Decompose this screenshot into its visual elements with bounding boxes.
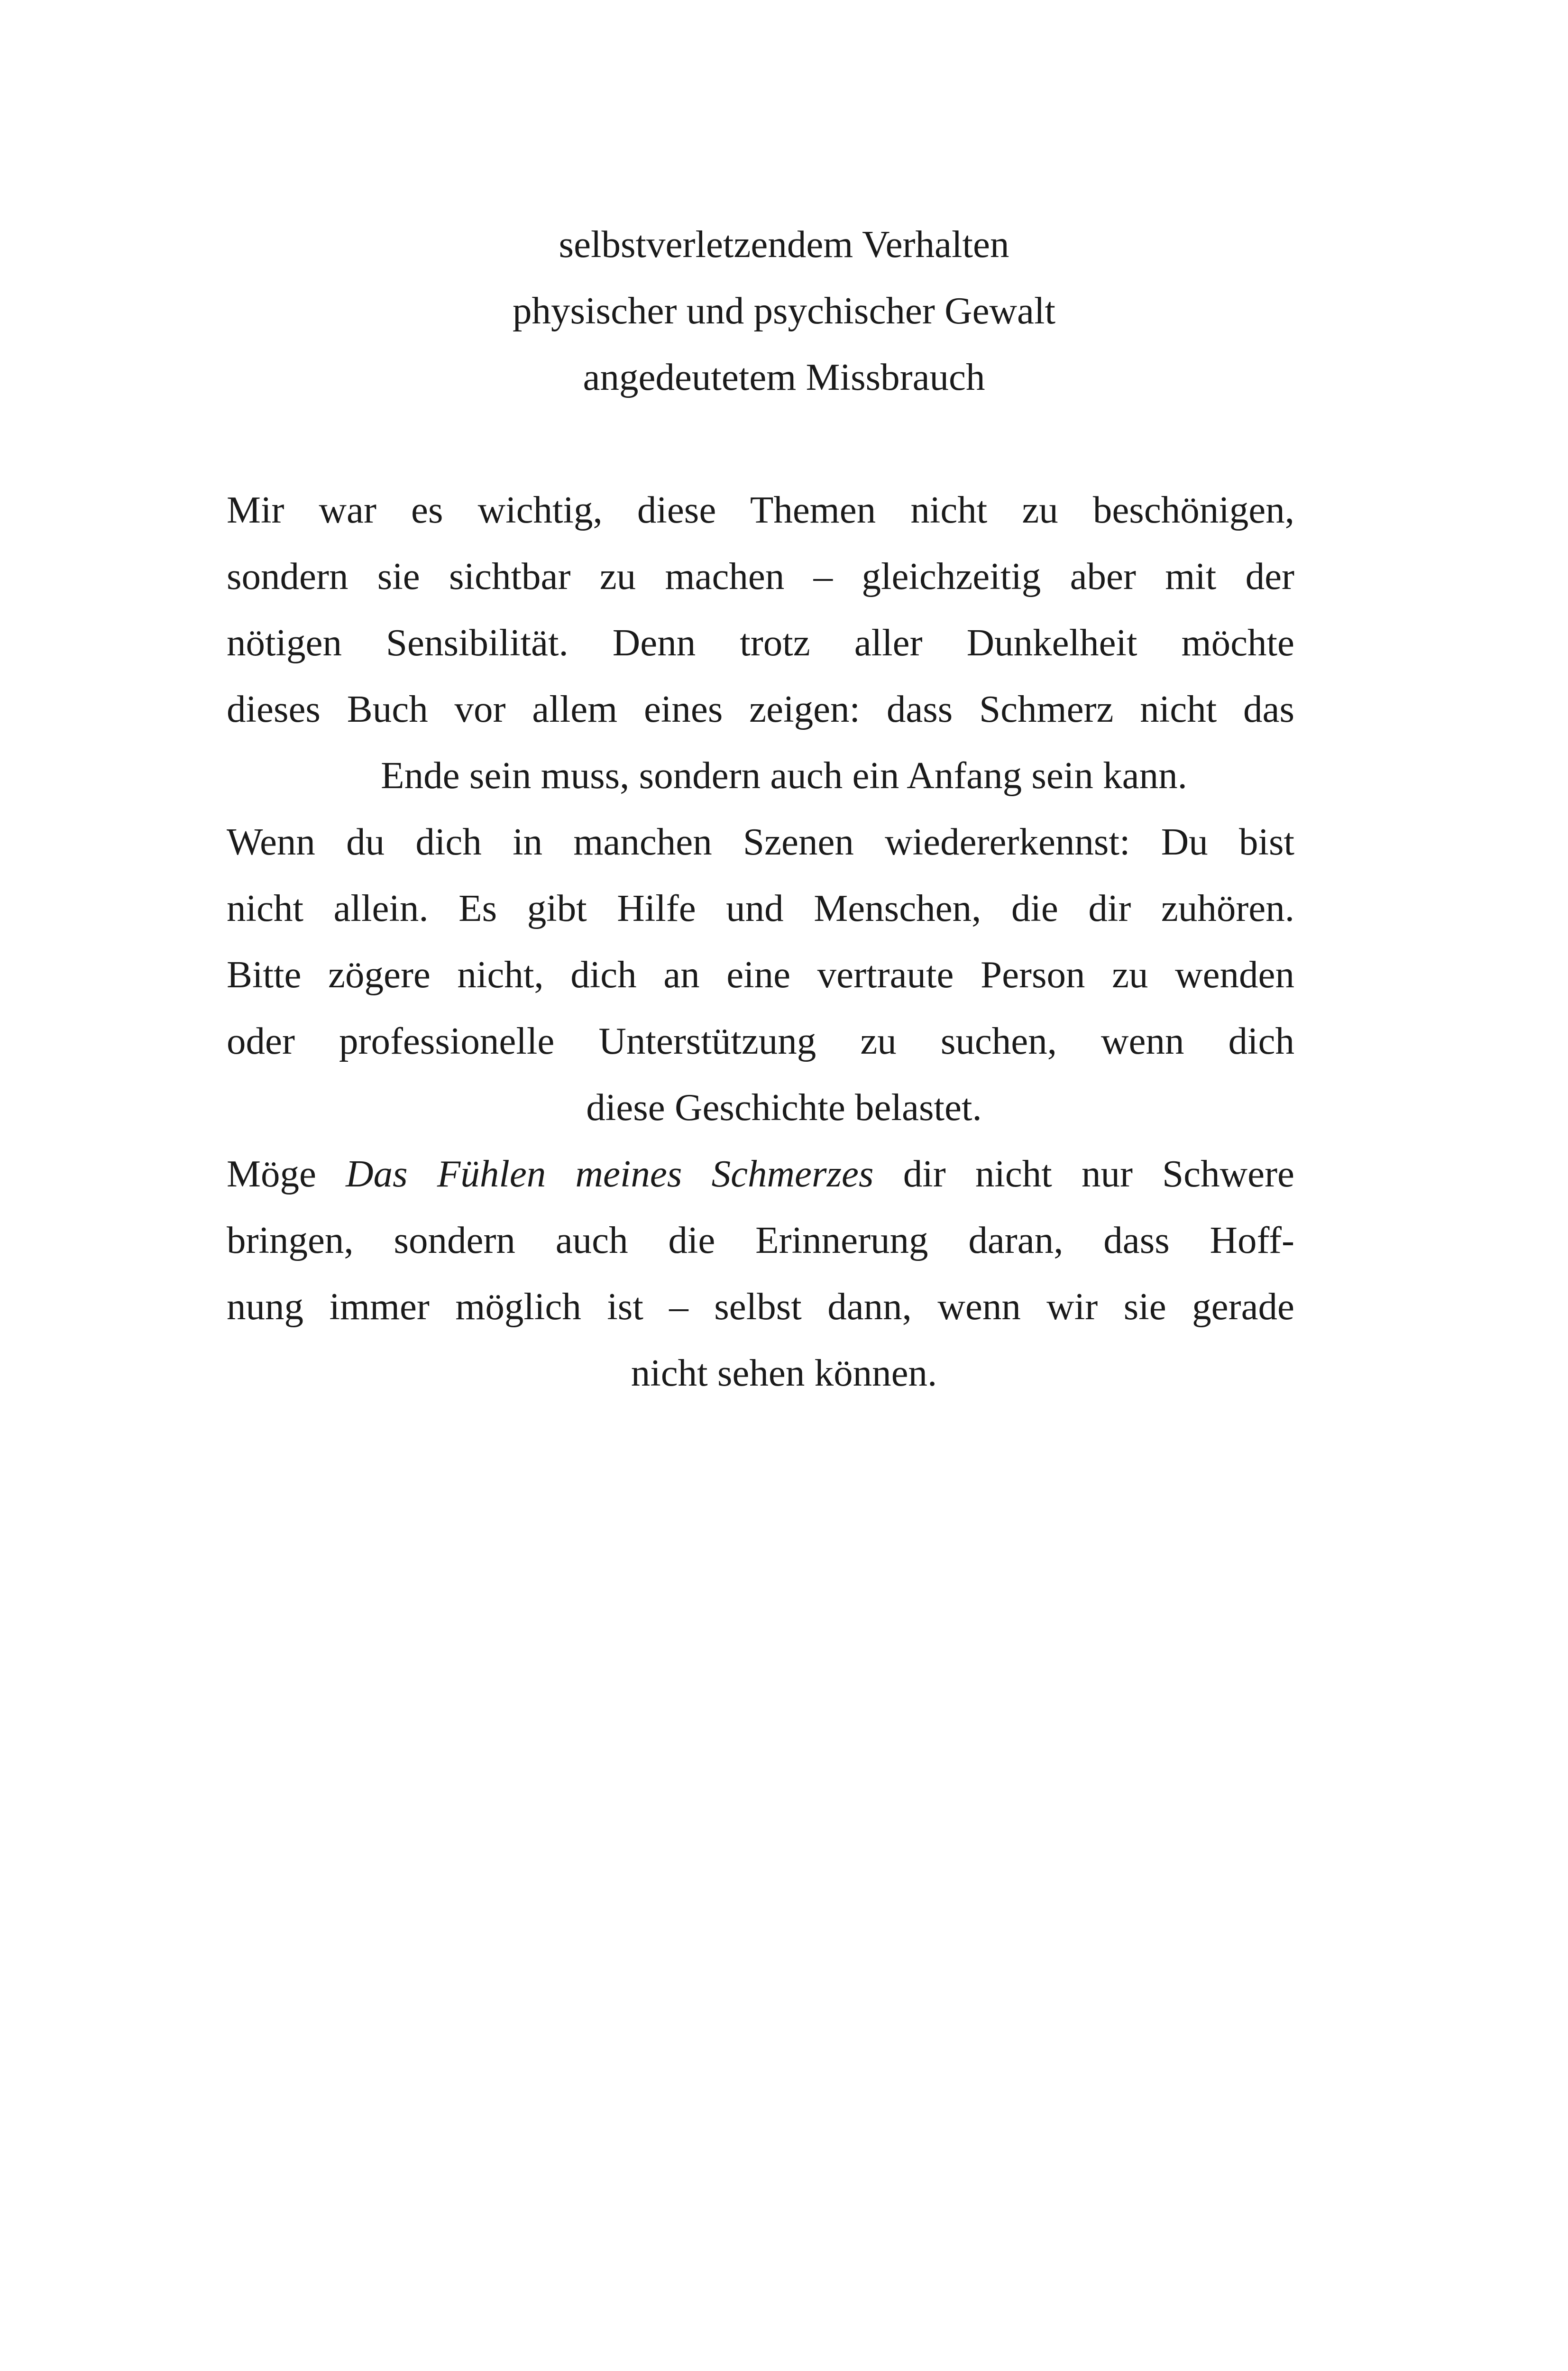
paragraph-line: nung immer möglich ist – selbst dann, wenn wir sie gerade (227, 1285, 1294, 1328)
book-title: Das Fühlen meines Schmerzes (346, 1152, 874, 1195)
paragraph-line: Mir war es wichtig, diese Themen nicht zu beschönigen, (227, 488, 1294, 531)
topic-line: physischer und psychischer Gewalt (513, 289, 1055, 332)
paragraph-line-with-title (227, 1140, 1294, 1207)
paragraph-line: dieses Buch vor allem eines zeigen: dass Schmerz nicht das (227, 688, 1294, 730)
paragraph-line: bringen, sondern auch die Erinnerung daran, dass Hoff- (227, 1219, 1294, 1261)
paragraph-line: nicht sehen können. (631, 1351, 937, 1394)
text-fragment: dir nicht nur Schwere (903, 1152, 1295, 1195)
topic-line: angedeutetem Missbrauch (583, 356, 985, 398)
paragraph-line: Ende sein muss, sondern auch ein Anfang sein kann. (381, 754, 1187, 797)
topic-line: selbstverletzendem Verhalten (559, 223, 1009, 266)
paragraph-line: diese Geschichte belastet. (586, 1086, 982, 1129)
paragraph-line: Wenn du dich in manchen Szenen wiedererkennst: Du bist (227, 820, 1294, 863)
paragraph-line: oder professionelle Unterstützung zu suchen, wenn dich (227, 1020, 1294, 1062)
paragraph-line: sondern sie sichtbar zu machen – gleichzeitig aber mit der (227, 555, 1294, 597)
paragraph-line: Bitte zögere nicht, dich an eine vertraute Person zu wenden (227, 953, 1294, 996)
paragraph-line: nötigen Sensibilität. Denn trotz aller Dunkelheit möchte (227, 621, 1294, 664)
text-fragment: Möge (227, 1152, 316, 1195)
paragraph-line: nicht allein. Es gibt Hilfe und Menschen, die dir zuhören. (227, 887, 1294, 929)
